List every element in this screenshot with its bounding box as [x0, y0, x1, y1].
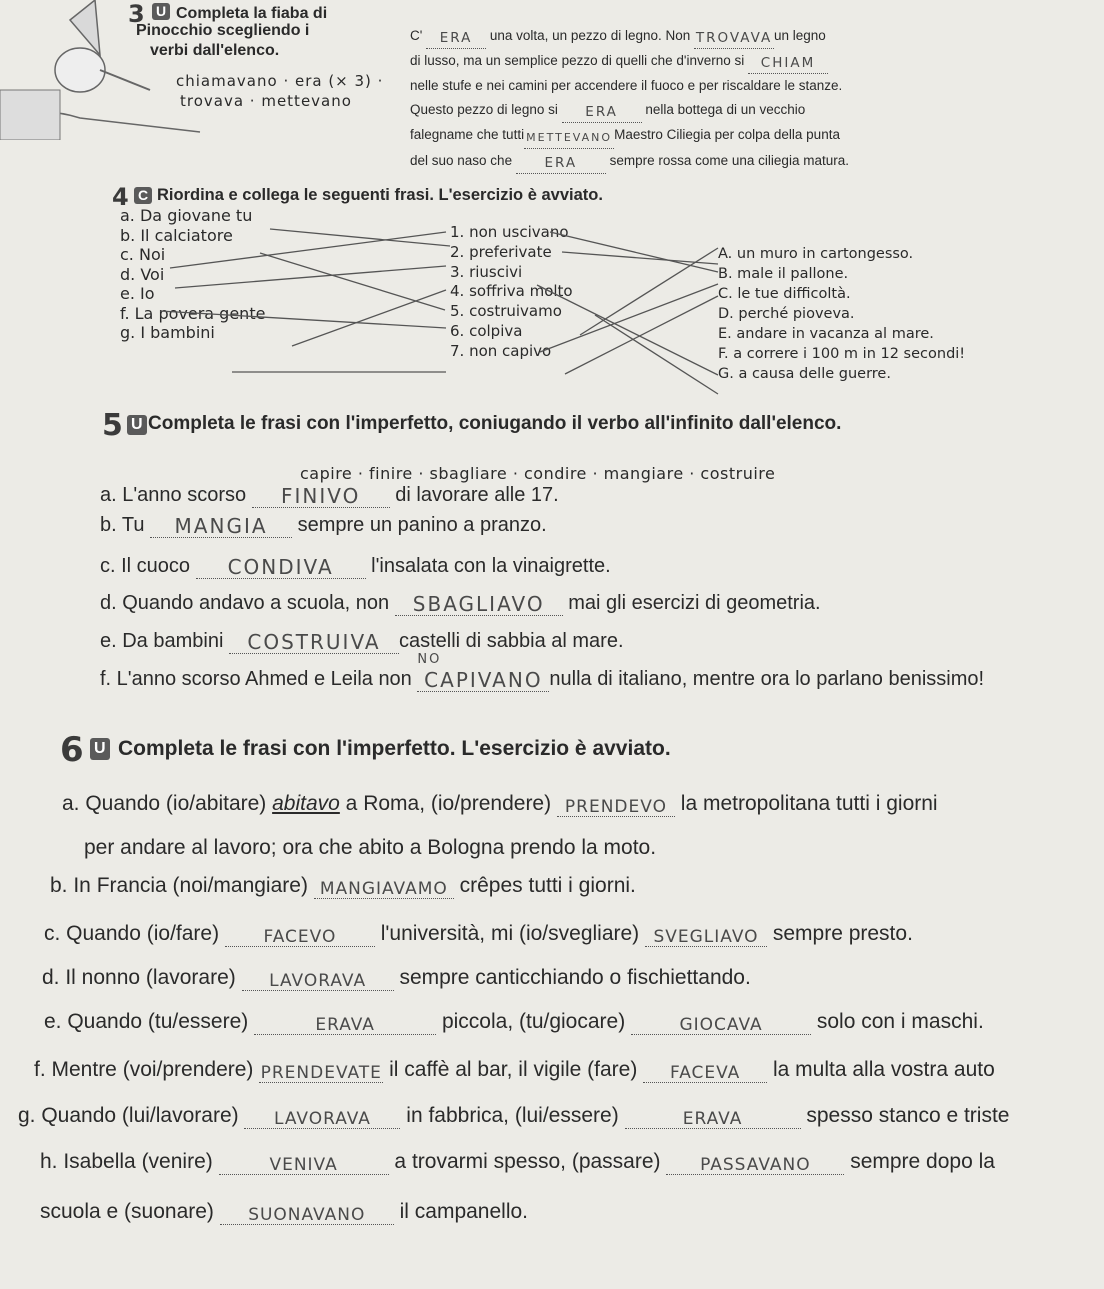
ex6-line-4 [44, 922, 913, 947]
ex6-text: a Roma, (io/prendere) [339, 792, 557, 815]
ex6-handwritten-answer: GIOCAVA [679, 1015, 763, 1035]
ex6-text: g. Quando (lui/lavorare) [18, 1104, 245, 1127]
ex3-blank-5[interactable]: METTEVANO [524, 124, 614, 149]
ex3-line-2: di lusso, ma un semplice pezzo di quelli che d'inverno si CHIAM [410, 49, 849, 74]
ex4-mid-1: 1. non uscivano [450, 223, 569, 241]
ex3-blank-3[interactable]: CHIAM [748, 49, 828, 74]
ex6-blank[interactable] [220, 1200, 394, 1225]
ex6-line-3 [50, 874, 636, 899]
ex6-text: in fabbrica, (lui/essere) [400, 1104, 625, 1127]
ex6-handwritten-answer: PRENDEVATE [260, 1063, 382, 1083]
link-c-1 [170, 232, 446, 268]
exercise-3-badge: U [152, 3, 170, 21]
ex4-mid-5: 5. costruivamo [450, 302, 562, 321]
ex4-mid-3: 3. riuscivi [450, 262, 523, 281]
link-b-6 [260, 253, 445, 310]
ex4-right-G: G. a causa delle guerre. [718, 366, 891, 382]
ex6-handwritten-answer: FACEVA [669, 1063, 741, 1083]
ex6-blank[interactable] [557, 792, 675, 817]
ex4-mid-2: 2. preferivate [450, 242, 552, 261]
ex6-text: h. Isabella (venire) [40, 1150, 219, 1173]
ex5-blank-e[interactable]: COSTRUIVA [229, 628, 399, 654]
ex3-blank-4[interactable]: ERA [562, 98, 642, 123]
ex5-item-d: d. Quando andavo a scuola, non SBAGLIAVO mai gli esercizi di geometria. [100, 592, 821, 616]
ex3-line-5: falegname che tutti METTEVANO Maestro Ciliegia per colpa della punta [410, 123, 849, 149]
exercise-5-number: 5 [102, 408, 123, 443]
ex6-blank[interactable] [254, 1010, 436, 1035]
ex4-left-b: b. Il calciatore [120, 225, 233, 245]
ex6-text: l'università, mi (io/svegliare) [374, 922, 646, 945]
ex4-right-A: A. un muro in cartongesso. [718, 246, 914, 262]
ex6-blank[interactable] [242, 966, 394, 991]
exercise-6-number: 6 [60, 730, 84, 770]
ex6-text: crêpes tutti i giorni. [453, 874, 636, 897]
ex5-item-f: f. L'anno scorso Ahmed e Leila non NO CAPIVANO nulla di italiano, mentre ora lo parlano benissimo! [100, 652, 985, 692]
ex4-right-C: C. le tue difficoltà. [718, 286, 851, 302]
ex4-mid-6: 6. colpiva [450, 321, 523, 340]
ex4-left-a: a. Da giovane tu [120, 206, 253, 225]
ex6-handwritten-answer: LAVORAVA [269, 971, 367, 991]
ex3-blank-1[interactable]: ERA [426, 24, 486, 49]
ex6-line-1 [62, 792, 938, 817]
ex6-text: e. Quando (tu/essere) [44, 1010, 255, 1033]
exercise-6-badge: U [90, 738, 110, 760]
ex4-mid-4: 4. soffriva molto [450, 282, 573, 301]
exercise-3-title-line2: Pinocchio scegliendo i [136, 22, 310, 39]
ex6-text: d. Il nonno (lavorare) [42, 966, 242, 989]
link-3-F [537, 285, 718, 375]
exercise-6-title: Completa le frasi con l'imperfetto. L'esercizio è avviato. [118, 737, 671, 760]
exercise-4-number: 4 [112, 183, 129, 211]
ex6-blank[interactable] [645, 922, 767, 947]
ex6-text: la metropolitana tutti i giorni [674, 792, 938, 815]
ex6-blank[interactable] [666, 1150, 844, 1175]
ex5-blank-d[interactable]: SBAGLIAVO [395, 590, 563, 616]
ex6-line-9 [40, 1150, 995, 1175]
ex6-example-answer: abitavo [272, 792, 340, 815]
ex4-mid-7: 7. non capivo [450, 341, 552, 360]
ex6-handwritten-answer: ERAVA [682, 1109, 743, 1129]
ex6-line-5 [42, 966, 751, 991]
link-1-D [550, 232, 718, 272]
ex5-item-e: e. Da bambini COSTRUIVA castelli di sabbia al mare. [100, 630, 624, 654]
ex6-blank[interactable] [219, 1150, 389, 1175]
ex6-handwritten-answer: VENIVA [269, 1155, 338, 1175]
ex6-handwritten-answer: SUONAVANO [248, 1205, 366, 1225]
ex5-blank-c[interactable]: CONDIVA [196, 553, 366, 579]
ex6-text: scuola e (suonare) [40, 1200, 220, 1223]
exercise-5-badge: U [127, 415, 147, 435]
ex5-item-a: a. L'anno scorso FINIVO di lavorare alle 17. [100, 484, 559, 508]
ex4-left-c: c. Noi [120, 245, 166, 264]
ex6-handwritten-answer: SVEGLIAVO [653, 927, 759, 947]
ex3-line-4: Questo pezzo di legno si ERA nella bottega di un vecchio [410, 98, 849, 123]
exercise-3-title-line3: verbi dall'elenco. [150, 42, 280, 59]
ex6-text: b. In Francia (noi/mangiare) [50, 874, 314, 897]
ex6-line-10 [40, 1200, 528, 1225]
ex6-text: spesso stanco e triste [800, 1104, 1010, 1127]
ex6-text: piccola, (tu/giocare) [436, 1010, 632, 1033]
link-d-2 [175, 266, 446, 288]
ex6-text: sempre dopo la [844, 1150, 995, 1173]
ex6-text: a trovarmi spesso, (passare) [388, 1150, 667, 1173]
link-f-4 [292, 290, 446, 346]
link-e-5 [160, 311, 446, 328]
ex5-blank-a[interactable]: FINIVO [252, 482, 390, 508]
ex6-handwritten-answer: LAVORAVA [273, 1109, 371, 1129]
exercise-3-word-list-1: chiamavano · era (× 3) · [176, 72, 384, 90]
ex6-line-2 [84, 836, 656, 860]
ex6-text: per andare al lavoro; ora che abito a Bologna prendo la moto. [84, 836, 657, 859]
exercise-3-number: 3 [128, 0, 145, 28]
exercise-3-title: Completa la fiaba di [176, 5, 328, 22]
ex6-blank[interactable] [259, 1058, 383, 1083]
ex6-text: sempre presto. [767, 922, 913, 945]
exercise-5-title: Completa le frasi con l'imperfetto, coniugando il verbo all'infinito dall'elenco. [148, 413, 842, 434]
ex6-text: solo con i maschi. [811, 1010, 984, 1033]
ex5-correction: NO [417, 652, 442, 667]
ex4-right-D: D. perché pioveva. [718, 306, 855, 322]
ex6-text: il caffè al bar, il vigile (fare) [383, 1058, 644, 1081]
ex4-right-E: E. andare in vacanza al mare. [718, 326, 934, 342]
ex6-handwritten-answer: FACEVO [263, 927, 337, 947]
ex6-handwritten-answer: PASSAVANO [700, 1155, 811, 1175]
exercise-4-connector-lines [0, 0, 1104, 420]
exercise-4-badge: C [134, 187, 152, 205]
ex6-text: il campanello. [393, 1200, 528, 1223]
ex6-blank[interactable] [244, 1104, 400, 1129]
ex6-text: sempre canticchiando o fischiettando. [393, 966, 751, 989]
ex6-handwritten-answer: MANGIAVAMO [319, 879, 448, 899]
ex6-handwritten-answer: PRENDEVO [564, 797, 667, 817]
ex5-item-b: b. Tu MANGIA sempre un panino a pranzo. [100, 514, 547, 538]
ex6-text: a. Quando (io/abitare) [62, 792, 273, 815]
ex4-left-f: f. La povera gente [120, 303, 266, 323]
exercise-4-title: Riordina e collega le seguenti frasi. L'esercizio è avviato. [157, 186, 603, 204]
ex6-line-7 [34, 1058, 995, 1083]
ex6-blank[interactable] [643, 1058, 767, 1083]
ex4-right-F: F. a correre i 100 m in 12 secondi! [718, 346, 966, 362]
link-7-C [565, 296, 718, 374]
exercise-5-word-list: capire · finire · sbagliare · condire · mangiare · costruire [300, 464, 776, 483]
exercise-3-word-list-2: trovava · mettevano [180, 92, 352, 110]
ex3-blank-2[interactable]: TROVAVA [694, 24, 774, 49]
ex6-blank[interactable] [625, 1104, 801, 1129]
ex4-left-e: e. Io [120, 284, 155, 303]
ex4-right-B: B. male il pallone. [718, 266, 849, 282]
ex5-item-c: c. Il cuoco CONDIVA l'insalata con la vinaigrette. [100, 555, 611, 579]
ex5-blank-b[interactable]: MANGIA [150, 512, 292, 538]
ex5-blank-f[interactable]: NO CAPIVANO [417, 666, 549, 692]
ex6-blank[interactable] [225, 922, 375, 947]
ex6-text: c. Quando (io/fare) [44, 922, 225, 945]
ex6-handwritten-answer: ERAVA [315, 1015, 375, 1035]
ex6-line-8 [18, 1104, 1009, 1129]
ex3-line-6: del suo naso che ERA sempre rossa come una ciliegia matura. [410, 149, 849, 174]
ex3-blank-6[interactable]: ERA [516, 149, 606, 174]
ex4-left-d: d. Voi [120, 264, 165, 284]
ex6-line-6 [44, 1010, 984, 1035]
ex6-text: f. Mentre (voi/prendere) [34, 1058, 260, 1081]
ex6-blank[interactable] [631, 1010, 811, 1035]
ex4-left-g: g. I bambini [120, 323, 215, 342]
ex6-text: la multa alla vostra auto [767, 1058, 995, 1081]
ex3-line-1: C' ERA una volta, un pezzo di legno. Non TROVAVA un legno [410, 24, 849, 49]
ex3-line-3: nelle stufe e nei camini per accendere il fuoco e per riscaldare le stanze. [410, 78, 843, 93]
ex6-blank[interactable] [314, 874, 454, 899]
